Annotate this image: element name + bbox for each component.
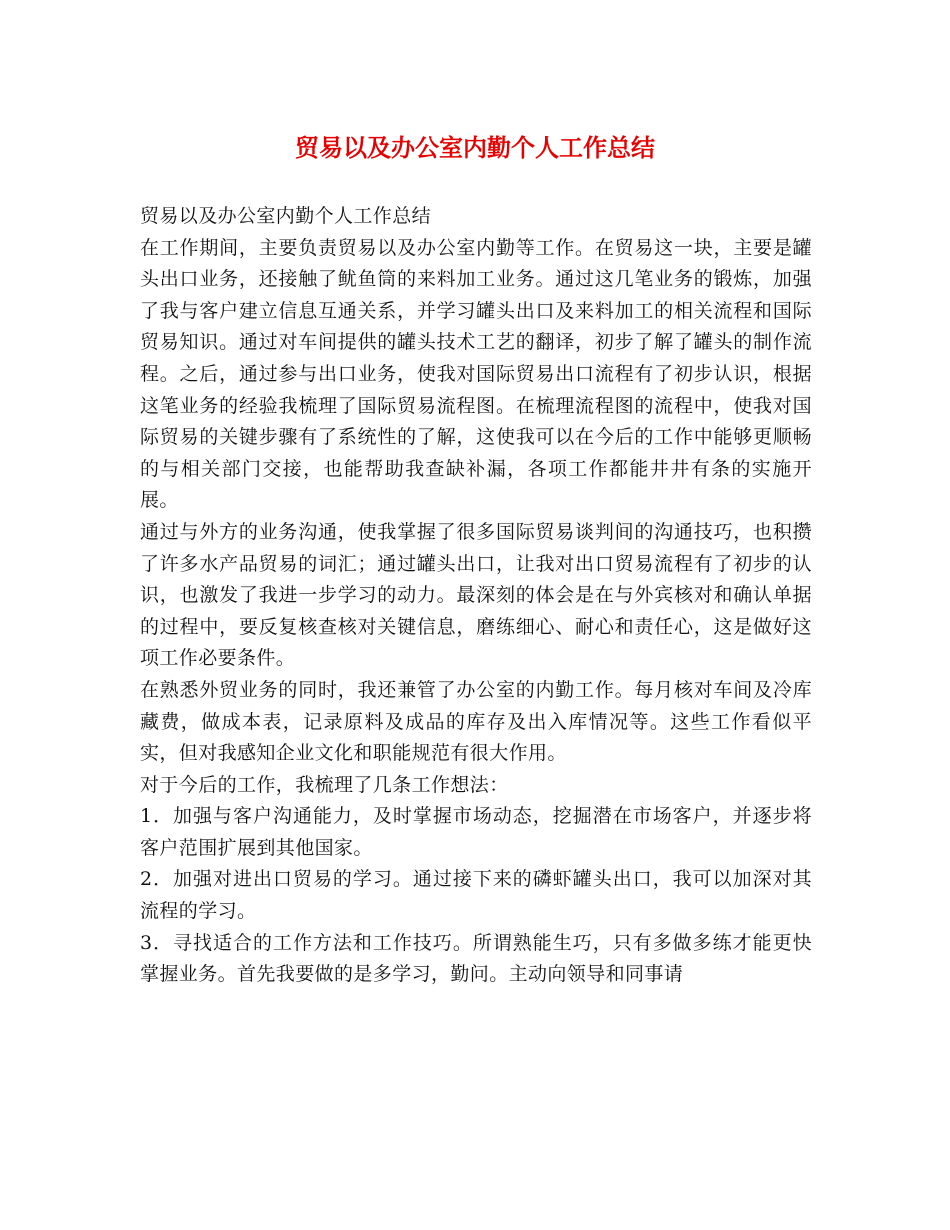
- list-item-3: 3．寻找适合的工作方法和工作技巧。所谓熟能生巧，只有多做多练才能更快掌握业务。首先我要做的是多学习，勤问。主动向领导和同事请: [140, 931, 812, 986]
- paragraph-future-plans-intro: 对于今后的工作，我梳理了几条工作想法：: [140, 773, 509, 796]
- paragraph-subtitle: 贸易以及办公室内勤个人工作总结: [140, 205, 432, 227]
- paragraph-trade-work: 在工作期间，主要负责贸易以及办公室内勤等工作。在贸易这一块，主要是罐头出口业务，还接触了鱿鱼筒的来料加工业务。通过这几笔业务的锻炼，加强了我与客户建立信息互通关系，并学习罐头出口及来料加工的相关流程和国际贸易知识。通过对车间提供的罐头技术工艺的翻译，初步了解了罐头的制作流程。之后，通过参与出口业务，使我对国际贸易出口流程有了初步认识，根据这笔业务的经验我梳理了国际贸易流程图。在梳理流程图的流程中，使我对国际贸易的关键步骤有了系统性的了解，这使我可以在今后的工作中能够更顺畅的与相关部门交接，也能帮助我查缺补漏，各项工作都能井井有条的实施开展。: [140, 236, 812, 512]
- paragraph-communication: 通过与外方的业务沟通，使我掌握了很多国际贸易谈判间的沟通技巧，也积攒了许多水产品贸易的词汇；通过罐头出口，让我对出口贸易流程有了初步的认识，也激发了我进一步学习的动力。最深刻的体会是在与外宾核对和确认单据的过程中，要反复核查核对关键信息，磨练细心、耐心和责任心，这是做好这项工作必要条件。: [140, 520, 812, 670]
- list-item-2: 2．加强对进出口贸易的学习。通过接下来的磷虾罐头出口，我可以加深对其流程的学习。: [140, 868, 812, 923]
- document-title: 贸易以及办公室内勤个人工作总结: [295, 134, 655, 162]
- list-item-1: 1．加强与客户沟通能力，及时掌握市场动态，挖掘潜在市场客户，并逐步将客户范围扩展到其他国家。: [140, 805, 812, 859]
- document-body: [140, 201, 812, 991]
- paragraph-office-work: 在熟悉外贸业务的同时，我还兼管了办公室的内勤工作。每月核对车间及冷库藏费，做成本表，记录原料及成品的库存及出入库情况等。这些工作看似平实，但对我感知企业文化和职能规范有很大作用。: [140, 678, 812, 765]
